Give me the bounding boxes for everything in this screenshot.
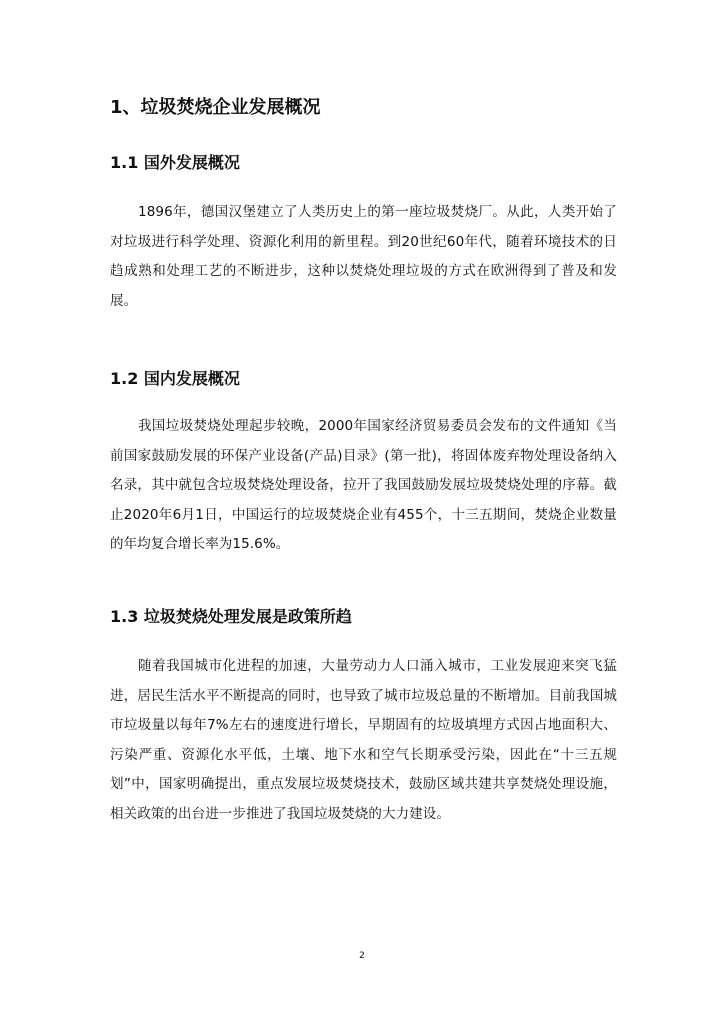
section-heading-1-2: 1.2 国内发展概况 [110, 369, 240, 388]
section-heading-1-3: 1.3 垃圾焚烧处理发展是政策所趋 [110, 607, 352, 626]
page-number: 2 [359, 951, 365, 961]
section-paragraph-1-2: 我国垃圾焚烧处理起步较晚，2000年国家经济贸易委员会发布的文件通知《当前国家鼓励发展的环保产业设备(产品)目录》(第一批)，将固体废弃物处理设备纳入名录，其中就包含垃圾焚烧处理设备，拉开了我国鼓励发展垃圾焚烧处理的序幕。截止2020年6月1日，中国运行的垃圾焚烧企业有455个，十三五期间，焚烧企业数量的年均复合增长率为15.6%。 [110, 418, 617, 552]
section-heading-1-1: 1.1 国外发展概况 [110, 153, 240, 172]
section-paragraph-1-3: 随着我国城市化进程的加速，大量劳动力人口涌入城市，工业发展迎来突飞猛进，居民生活水平不断提高的同时，也导致了城市垃圾总量的不断增加。目前我国城市垃圾量以每年7%左右的速度进行增长，早期固有的垃圾填埋方式因占地面积大、污染严重、资源化水平低，土壤、地下水和空气长期承受污染，因此在“十三五规划”中，国家明确提出，重点发展垃圾焚烧技术，鼓励区域共建共享焚烧处理设施，相关政策的出台进一步推进了我国垃圾焚烧的大力建设。 [110, 658, 617, 822]
chapter-heading: 1、垃圾焚烧企业发展概况 [110, 97, 321, 118]
section-paragraph-1-1: 1896年，德国汉堡建立了人类历史上的第一座垃圾焚烧厂。从此，人类开始了对垃圾进行科学处理、资源化利用的新里程。到20世纪60年代，随着环境技术的日趋成熟和处理工艺的不断进步，这种以焚烧处理垃圾的方式在欧洲得到了普及和发展。 [110, 204, 617, 309]
